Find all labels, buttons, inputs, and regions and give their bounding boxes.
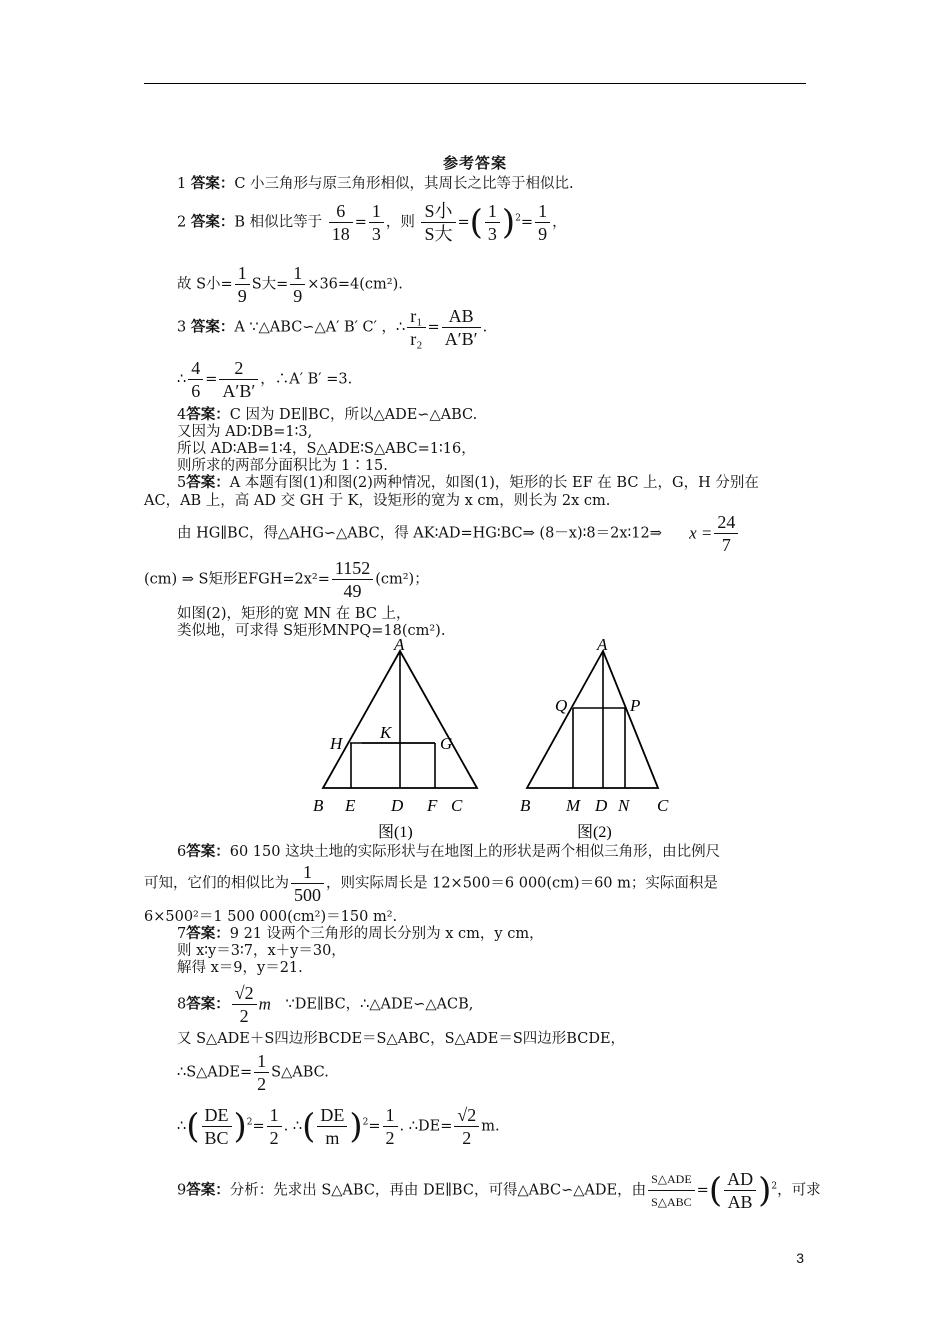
header-rule xyxy=(144,83,806,84)
answer-1: 1 答案：C 小三角形与原三角形相似，其周长之比等于相似比. xyxy=(177,175,574,192)
answer-2: 2 答案：B 相似比等于 $\frac{6}{18}$ = $\frac{1}{3}$ ，则 $\frac{\text{S小}}{\text{S大}}$ =( $\frac{1}{3}$ )$^2$= $\frac{1}{9}$ ， xyxy=(177,201,567,244)
answer-6-line-2: 可知，它们的相似比为 $\frac{1}{500}$ ，则实际周长是 12×500＝6 000(cm)＝60 m；实际面积是 xyxy=(144,862,718,905)
page-title: 参考答案 xyxy=(442,154,507,172)
figure-1-caption: 图(1) xyxy=(378,824,413,841)
label-F: F xyxy=(427,796,438,815)
answer-6: 6答案：60 150 这块土地的实际形状与在地图上的形状是两个相似三角形，由比例尺 xyxy=(177,843,721,860)
label-K: K xyxy=(380,723,392,742)
label-P: P xyxy=(630,696,641,715)
answer-3-cont: ∴ $\frac{4}{6}$ = $\frac{2}{A'B'}$ ，∴A′ B′ =3. xyxy=(177,358,353,401)
label-D2: D xyxy=(595,796,608,815)
answer-4-line-2: 又因为 AD∶DB=1∶3, xyxy=(177,424,313,440)
label-H: H xyxy=(330,734,343,753)
answer-9: 9答案：分析：先求出 S△ABC，再由 DE∥BC，可得△ABC∽△ADE，由 $\frac{\text{S△ADE}}{\text{S△ABC}}$ =( $\frac{AD}{AB}$ )$^2$，可求 xyxy=(177,1169,821,1212)
label-C2: C xyxy=(657,796,669,815)
answer-4-line-3: 所以 AD∶AB=1∶4，S△ADE∶S△ABC=1∶16， xyxy=(177,441,476,457)
answer-5-line-5: 如图(2)，矩形的宽 MN 在 BC 上， xyxy=(177,606,411,622)
answer-5-line-2: AC，AB 上，高 AD 交 GH 于 K，设矩形的宽为 x cm，则长为 2x cm. xyxy=(144,493,611,509)
answer-4-line-4: 则所求的两部分面积比为 1∶15. xyxy=(177,458,388,474)
label-Q: Q xyxy=(555,696,568,715)
label-C: C xyxy=(451,796,463,815)
answer-7-line-3: 解得 x＝9，y＝21. xyxy=(177,960,303,976)
answer-3: 3 答案：A ∵△ABC∽△A′ B′ C′ ，∴ $\frac{\text{r₁}}{\text{r₂}}$ = $\frac{AB}{A'B'}$ . xyxy=(177,306,488,349)
answer-5-line-3: 由 HG∥BC，得△AHG∽△ABC，得 AK∶AD=HG∶BC⇒ (8－x)∶8＝2x∶12⇒ x = $\frac{24}{7}$ xyxy=(177,511,740,556)
answer-8-line-3: ∴S△ADE= $\frac{1}{2}$ S△ABC. xyxy=(177,1051,329,1094)
answer-4: 4答案：C 因为 DE∥BC，所以△ADE∽△ABC. xyxy=(177,406,478,423)
label-A: A xyxy=(394,635,405,654)
figure-2 xyxy=(520,635,669,841)
figure-1 xyxy=(313,635,477,841)
answer-8-line-2: 又 S△ADE＋S四边形BCDE＝S△ABC，S△ADE＝S四边形BCDE， xyxy=(177,1031,626,1047)
figure-2-caption: 图(2) xyxy=(577,824,612,841)
answer-5-line-4: (cm) ⇒ S矩形EFGH=2x²= $\frac{1152}{49}$ (cm²)； xyxy=(144,558,429,601)
answer-5-line-6: 类似地，可求得 S矩形MNPQ=18(cm²). xyxy=(177,623,446,639)
answer-7-line-2: 则 x∶y＝3∶7，x＋y＝30， xyxy=(177,943,346,959)
label-D: D xyxy=(391,796,404,815)
answer-7: 7答案：9 21 设两个三角形的周长分别为 x cm，y cm， xyxy=(177,925,544,942)
page-number: 3 xyxy=(796,1250,804,1266)
label-A2: A xyxy=(597,635,608,654)
answer-2-cont: 故 S小= $\frac{1}{9}$ S大= $\frac{1}{9}$ ×36=4(cm²). xyxy=(177,263,403,306)
answer-6-line-3: 6×500²＝1 500 000(cm²)＝150 m². xyxy=(144,909,398,925)
answer-5: 5答案：A 本题有图(1)和图(2)两种情况，如图(1)，矩形的长 EF 在 BC 上，G，H 分别在 xyxy=(177,474,759,491)
label-N: N xyxy=(618,796,630,815)
answer-8-line-4: ∴( $\frac{DE}{BC}$ )$^2$= $\frac{1}{2}$ . ∴( $\frac{DE}{m}$ )$^2$= $\frac{1}{2}$ . ∴DE= $\frac{√2}{2}$ m. xyxy=(177,1105,500,1148)
triangle-figures xyxy=(300,632,690,844)
label-B2: B xyxy=(520,796,531,815)
label-B: B xyxy=(313,796,324,815)
label-M: M xyxy=(566,796,581,815)
label-E: E xyxy=(345,796,356,815)
label-G: G xyxy=(440,734,453,753)
answer-8: 8答案： $\frac{√2}{2}$ m ∵DE∥BC，∴△ADE∽△ACB, xyxy=(177,983,474,1026)
